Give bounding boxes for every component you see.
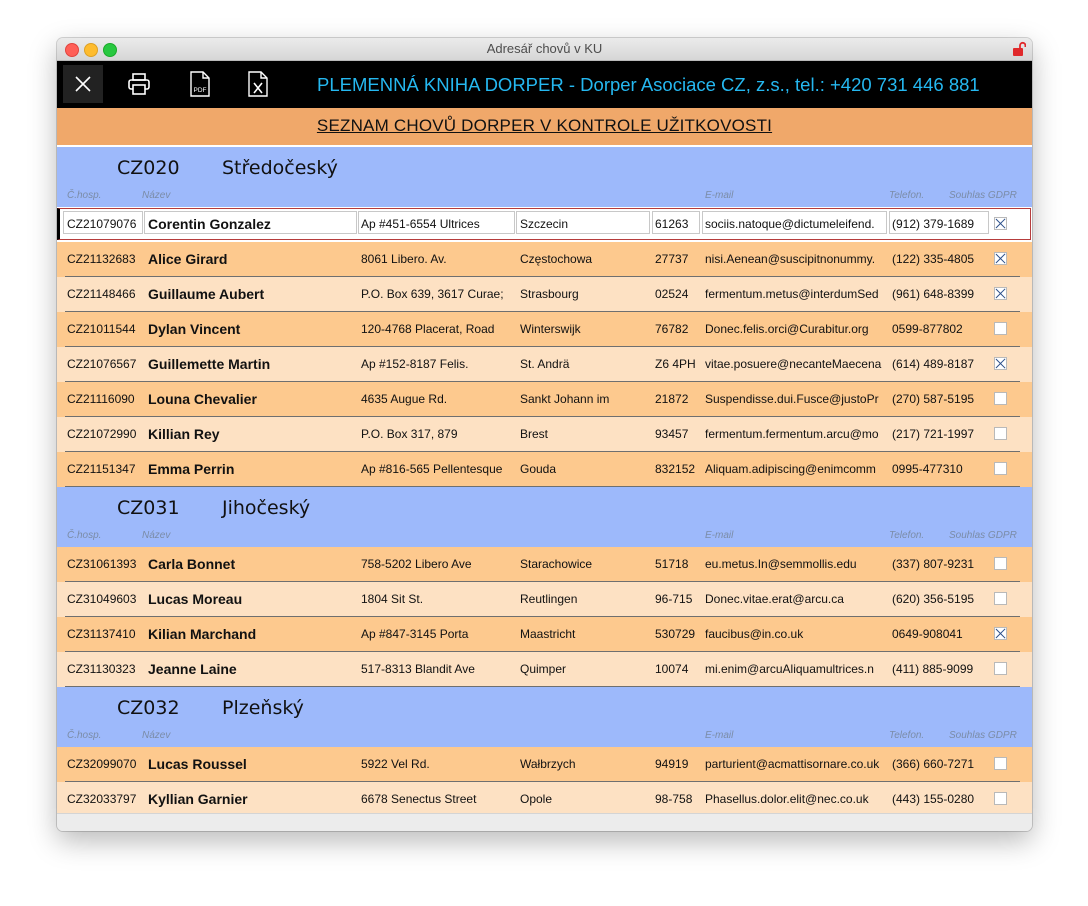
- print-button[interactable]: [119, 65, 159, 103]
- zip-code: 02524: [655, 287, 689, 301]
- farm-number: CZ21079076: [67, 217, 137, 231]
- table-row[interactable]: [57, 382, 1032, 417]
- gdpr-checkbox[interactable]: [994, 322, 1007, 335]
- gdpr-checkbox[interactable]: [994, 627, 1007, 640]
- gdpr-checkbox[interactable]: [994, 287, 1007, 300]
- owner-name: Emma Perrin: [148, 461, 235, 477]
- export-pdf-button[interactable]: [180, 65, 220, 103]
- owner-name: Kilian Marchand: [148, 626, 257, 642]
- column-label-email: E-mail: [705, 730, 734, 741]
- address: 6678 Senectus Street: [361, 792, 477, 806]
- address: 8061 Libero. Av.: [361, 252, 447, 266]
- city: Quimper: [520, 662, 567, 676]
- printer-icon: [127, 73, 151, 95]
- address: 1804 Sit St.: [361, 592, 424, 606]
- city: Częstochowa: [520, 252, 593, 266]
- gdpr-checkbox[interactable]: [994, 662, 1007, 675]
- owner-name: Killian Rey: [148, 426, 220, 442]
- column-label-farm-no: Č.hosp.: [67, 730, 102, 741]
- owner-name: Lucas Moreau: [148, 591, 243, 607]
- farm-number: CZ21132683: [67, 252, 136, 266]
- region-header: [57, 487, 1032, 547]
- table-row[interactable]: [57, 547, 1032, 582]
- farm-number: CZ21151347: [67, 462, 136, 476]
- address: Ap #451-6554 Ultrices: [361, 217, 480, 231]
- farm-list[interactable]: [57, 147, 1032, 813]
- phone: (270) 587-5195: [892, 392, 975, 406]
- owner-name: Guillemette Martin: [148, 356, 271, 372]
- owner-name: Kyllian Garnier: [148, 791, 248, 807]
- table-row[interactable]: [57, 347, 1032, 382]
- owner-name: Lucas Roussel: [148, 756, 247, 772]
- zip-code: 21872: [655, 392, 689, 406]
- email: nisi.Aenean@suscipitnonummy.: [705, 252, 876, 266]
- address: 5922 Vel Rd.: [361, 757, 430, 771]
- zip-code: 27737: [655, 252, 689, 266]
- table-row[interactable]: [57, 617, 1032, 652]
- phone: (912) 379-1689: [892, 217, 975, 231]
- zip-code: 93457: [655, 427, 689, 441]
- pdf-file-icon: [189, 71, 211, 97]
- city: Gouda: [520, 462, 557, 476]
- region-header: [57, 687, 1032, 747]
- phone: (337) 807-9231: [892, 557, 975, 571]
- address: Ap #847-3145 Porta: [361, 627, 469, 641]
- farm-number: CZ31137410: [67, 627, 136, 641]
- city: Reutlingen: [520, 592, 578, 606]
- email: Suspendisse.dui.Fusce@justoPr: [705, 392, 879, 406]
- zip-code: 10074: [655, 662, 689, 676]
- pdf-label: PDF: [193, 87, 207, 94]
- region-group: [57, 147, 1032, 487]
- region-name: Středočeský: [222, 157, 338, 179]
- gdpr-checkbox[interactable]: [994, 252, 1007, 265]
- gdpr-checkbox[interactable]: [994, 757, 1007, 770]
- owner-name: Louna Chevalier: [148, 391, 257, 407]
- farm-number: CZ21011544: [67, 322, 136, 336]
- phone: 0599-877802: [892, 322, 963, 336]
- owner-name: Corentin Gonzalez: [148, 216, 271, 232]
- phone: (620) 356-5195: [892, 592, 975, 606]
- email: Phasellus.dolor.elit@nec.co.uk: [705, 792, 869, 806]
- column-label-name: Název: [142, 190, 171, 201]
- farm-number: CZ31130323: [67, 662, 136, 676]
- region-code: CZ032: [117, 697, 180, 719]
- zip-code: Z6 4PH: [655, 357, 696, 371]
- region-group: [57, 687, 1032, 813]
- city: Opole: [520, 792, 553, 806]
- owner-name: Guillaume Aubert: [148, 286, 265, 302]
- table-row[interactable]: [57, 207, 1032, 242]
- zip-code: 96-715: [655, 592, 693, 606]
- toolbar: [57, 61, 1032, 108]
- address: P.O. Box 317, 879: [361, 427, 458, 441]
- email: Aliquam.adipiscing@enimcomm: [705, 462, 876, 476]
- close-button[interactable]: [63, 65, 103, 103]
- farm-number: CZ31049603: [67, 592, 137, 606]
- zip-code: 530729: [655, 627, 696, 641]
- gdpr-checkbox[interactable]: [994, 392, 1007, 405]
- title-bar[interactable]: [57, 38, 1032, 61]
- farm-number: CZ32099070: [67, 757, 137, 771]
- farm-number: CZ21148466: [67, 287, 136, 301]
- phone: (217) 721-1997: [892, 427, 975, 441]
- phone: (122) 335-4805: [892, 252, 975, 266]
- list-title: SEZNAM CHOVŮ DORPER V KONTROLE UŽITKOVOSTI: [57, 108, 1032, 147]
- column-label-phone: Telefon.: [889, 730, 925, 741]
- table-row[interactable]: [57, 782, 1032, 813]
- column-label-phone: Telefon.: [889, 190, 925, 201]
- column-label-email: E-mail: [705, 190, 734, 201]
- export-excel-button[interactable]: [238, 65, 278, 103]
- zip-code: 76782: [655, 322, 689, 336]
- owner-name: Carla Bonnet: [148, 556, 236, 572]
- city: Winterswijk: [520, 322, 581, 336]
- farm-number: CZ21072990: [67, 427, 137, 441]
- table-row[interactable]: [57, 582, 1032, 617]
- address: Ap #152-8187 Felis.: [361, 357, 469, 371]
- city: Maastricht: [520, 627, 576, 641]
- farm-number: CZ21116090: [67, 392, 135, 406]
- region-name: Plzeňský: [222, 697, 304, 719]
- gdpr-checkbox[interactable]: [994, 792, 1007, 805]
- table-row[interactable]: [57, 417, 1032, 452]
- email: faucibus@in.co.uk: [705, 627, 804, 641]
- address: P.O. Box 639, 3617 Curae;: [361, 287, 504, 301]
- table-row[interactable]: [57, 277, 1032, 312]
- table-row[interactable]: [57, 242, 1032, 277]
- email: Donec.felis.orci@Curabitur.org: [705, 322, 869, 336]
- phone: (961) 648-8399: [892, 287, 975, 301]
- zip-code: 832152: [655, 462, 696, 476]
- column-label-farm-no: Č.hosp.: [67, 190, 102, 201]
- email: fermentum.fermentum.arcu@mo: [705, 427, 879, 441]
- region-name: Jihočeský: [222, 497, 311, 519]
- column-label-gdpr: Souhlas GDPR: [949, 730, 1017, 741]
- column-label-gdpr: Souhlas GDPR: [949, 190, 1017, 201]
- phone: 0649-908041: [892, 627, 963, 641]
- unlock-icon[interactable]: [1012, 41, 1026, 57]
- zip-code: 94919: [655, 757, 689, 771]
- city: Brest: [520, 427, 549, 441]
- table-row[interactable]: [57, 312, 1032, 347]
- gdpr-checkbox[interactable]: [994, 427, 1007, 440]
- owner-name: Jeanne Laine: [148, 661, 237, 677]
- column-label-phone: Telefon.: [889, 530, 925, 541]
- window-title: Adresář chovů v KU: [486, 41, 603, 56]
- column-label-name: Název: [142, 730, 171, 741]
- city: Starachowice: [520, 557, 593, 571]
- email: eu.metus.In@semmollis.edu: [705, 557, 857, 571]
- phone: (443) 155-0280: [892, 792, 975, 806]
- brand-title: PLEMENNÁ KNIHA DORPER - Dorper Asociace CZ, z.s., tel.: +420 731 446 881: [317, 74, 980, 95]
- email: sociis.natoque@dictumeleifend.: [705, 217, 875, 231]
- table-row[interactable]: [57, 652, 1032, 687]
- owner-name: Dylan Vincent: [148, 321, 241, 337]
- gdpr-checkbox[interactable]: [994, 557, 1007, 570]
- farm-number: CZ32033797: [67, 792, 137, 806]
- phone: (614) 489-8187: [892, 357, 975, 371]
- gdpr-checkbox[interactable]: [994, 217, 1007, 230]
- phone: (411) 885-9099: [892, 662, 974, 676]
- zip-code: 98-758: [655, 792, 693, 806]
- region-code: CZ020: [117, 157, 180, 179]
- app-window: [57, 38, 1032, 831]
- bottom-bar: [57, 813, 1032, 831]
- address: 120-4768 Placerat, Road: [361, 322, 495, 336]
- column-label-name: Název: [142, 530, 171, 541]
- address: Ap #816-565 Pellentesque: [361, 462, 503, 476]
- column-label-gdpr: Souhlas GDPR: [949, 530, 1017, 541]
- address: 4635 Augue Rd.: [361, 392, 448, 406]
- farm-number: CZ21076567: [67, 357, 137, 371]
- email: vitae.posuere@necanteMaecena: [705, 357, 882, 371]
- column-label-email: E-mail: [705, 530, 734, 541]
- city: Wałbrzych: [520, 757, 576, 771]
- gdpr-checkbox[interactable]: [994, 592, 1007, 605]
- phone: 0995-477310: [892, 462, 963, 476]
- region-header: [57, 147, 1032, 207]
- address: 517-8313 Blandit Ave: [361, 662, 475, 676]
- city: St. Andrä: [520, 357, 570, 371]
- region-group: [57, 487, 1032, 687]
- excel-file-icon: [247, 71, 269, 97]
- city: Strasbourg: [520, 287, 579, 301]
- email: mi.enim@arcuAliquamultrices.n: [705, 662, 874, 676]
- table-row[interactable]: [57, 747, 1032, 782]
- email: Donec.vitae.erat@arcu.ca: [705, 592, 844, 606]
- owner-name: Alice Girard: [148, 251, 228, 267]
- email: parturient@acmattisornare.co.uk: [705, 757, 880, 771]
- region-code: CZ031: [117, 497, 180, 519]
- farm-number: CZ31061393: [67, 557, 137, 571]
- table-row[interactable]: [57, 452, 1032, 487]
- gdpr-checkbox[interactable]: [994, 462, 1007, 475]
- city: Szczecin: [520, 217, 569, 231]
- email: fermentum.metus@interdumSed: [705, 287, 879, 301]
- column-label-farm-no: Č.hosp.: [67, 530, 102, 541]
- phone: (366) 660-7271: [892, 757, 975, 771]
- city: Sankt Johann im: [520, 392, 610, 406]
- zip-code: 61263: [655, 217, 689, 231]
- gdpr-checkbox[interactable]: [994, 357, 1007, 370]
- zip-code: 51718: [655, 557, 689, 571]
- close-icon: [74, 75, 92, 93]
- address: 758-5202 Libero Ave: [361, 557, 472, 571]
